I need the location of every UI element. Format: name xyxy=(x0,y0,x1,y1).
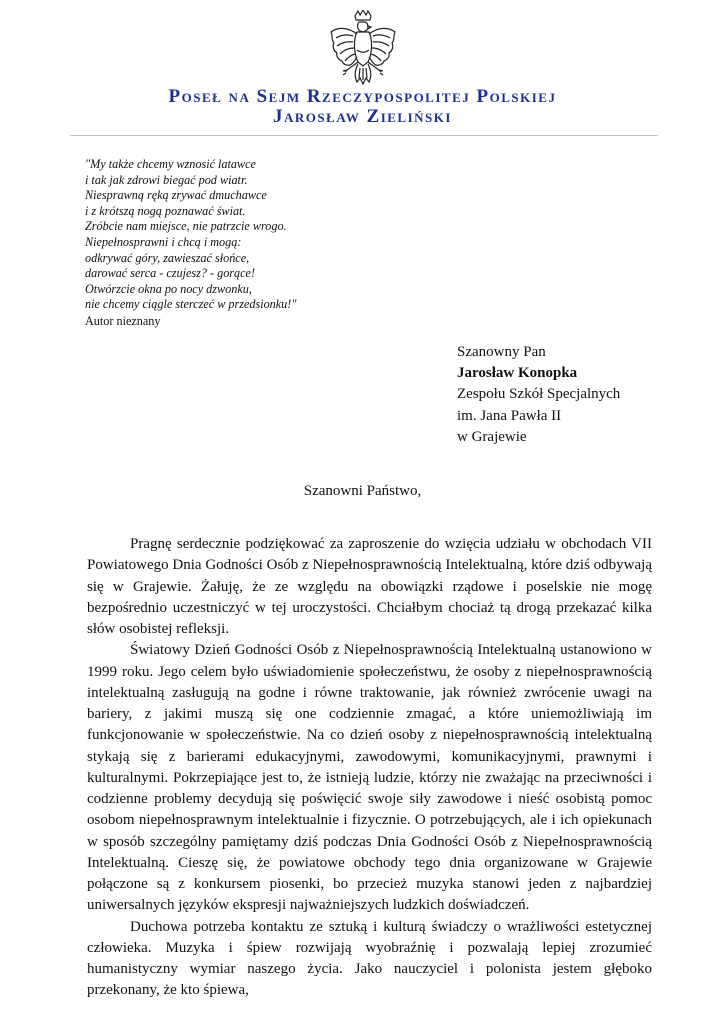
body-paragraph: Duchowa potrzeba kontaktu ze sztuką i kulturą świadczy o wrażliwości estetycznej człowieka. Muzyka i śpiew rozwijają wyobraźnię i pozwalają lepiej zrozumieć humanistyczny wymiar naszego życia. Jako nauczyciel i polonista jestem głęboko przekonany, że kto śpiewa, xyxy=(87,918,652,999)
poem-line: i z krótszą nogą poznawać świat. xyxy=(85,203,246,218)
poem-line: i tak jak zdrowi biegać pod wiatr. xyxy=(85,172,248,187)
recipient-address xyxy=(457,342,620,448)
poem-line: odkrywać góry, zawieszać słońce, xyxy=(85,250,250,265)
poem-line: darować serca - czujesz? - gorące! xyxy=(85,266,256,281)
address-line: Zespołu Szkół Specjalnych xyxy=(457,386,621,403)
body-paragraph: Światowy Dzień Godności Osób z Niepełnosprawnością Intelektualną ustanowiono w 1999 roku. Jego celem było uświadomienie społeczeństwu, że osoby z niepełnosprawnością intelektualną zasługują na godne i równe traktowanie, jak również zwrócenie uwagi na bariery, z jakimi muszą się one codziennie zmagać, a które uniemożliwiają im funkcjonowanie w społeczeństwie. Na co dzień osoby z niepełnosprawnością intelektualną stykają się z barierami edukacyjnymi, zawodowymi, komunikacyjnymi, prawnymi i kulturalnymi. Pokrzepiające jest to, że istnieją ludzie, którzy nie zważając na przeciwności i codzienne problemy decydują się poświęcić swoje siły zawodowe i nieść osobistą pomoc osobom niepełnosprawnym intelektualnie i fizycznie. O potrzebujących, ale i ich opiekunach w sposób szczególny pamiętamy dziś podczas Dnia Godności Osób z Niepełnosprawnością Intelektualną. Cieszę się, że powiatowe obchody tego dnia organizowane w Grajewie połączone są z konkursem piosenki, bo przecież muzyka stanowi jeden z najbardziej uniwersalnych języków ekspresji najważniejszych ludzkich doświadczeń. xyxy=(87,642,652,914)
address-line: w Grajewie xyxy=(457,428,527,445)
poem-author: Autor nieznany xyxy=(85,314,161,328)
letterhead-title: Poseł na Sejm Rzeczypospolitej Polskiej xyxy=(168,86,557,107)
poem-line: Niesprawną ręką zrywać dmuchawce xyxy=(85,188,267,203)
poem-line: Otwórzcie okna po nocy dzwonku, xyxy=(85,281,252,296)
poem-line: nie chcemy ciągle sterczeć w przedsionku!" xyxy=(85,297,297,312)
address-greeting: Szanowny Pan xyxy=(457,344,546,360)
polish-eagle-emblem-icon xyxy=(327,10,399,90)
poem-line: "My także chcemy wznosić latawce xyxy=(85,157,256,171)
poem-line: Niepełnosprawni i chcą i mogą: xyxy=(85,234,242,249)
salutation: Szanowni Państwo, xyxy=(303,483,422,499)
letter-body xyxy=(87,534,652,1002)
poem-line: Zróbcie nam miejsce, nie patrzcie wrogo. xyxy=(85,219,287,234)
address-line: im. Jana Pawła II xyxy=(457,407,562,424)
recipient-name: Jarosław Konopka xyxy=(457,365,578,382)
poem-epigraph xyxy=(85,157,485,313)
header-divider xyxy=(70,135,658,136)
letterhead-name: Jarosław Zieliński xyxy=(273,106,452,127)
body-paragraph: Pragnę serdecznie podziękować za zaproszenie do wzięcia udziału w obchodach VII Powiatowego Dnia Godności Osób z Niepełnosprawnością Intelektualną, które dziś odbywają się w Grajewie. Żałuję, że ze względu na obowiązki rządowe i poselskie nie mogę bezpośrednio uczestniczyć w tej uroczystości. Chciałbym chociaż tą drogą przekazać kilka słów osobistej refleksji. xyxy=(87,536,652,637)
